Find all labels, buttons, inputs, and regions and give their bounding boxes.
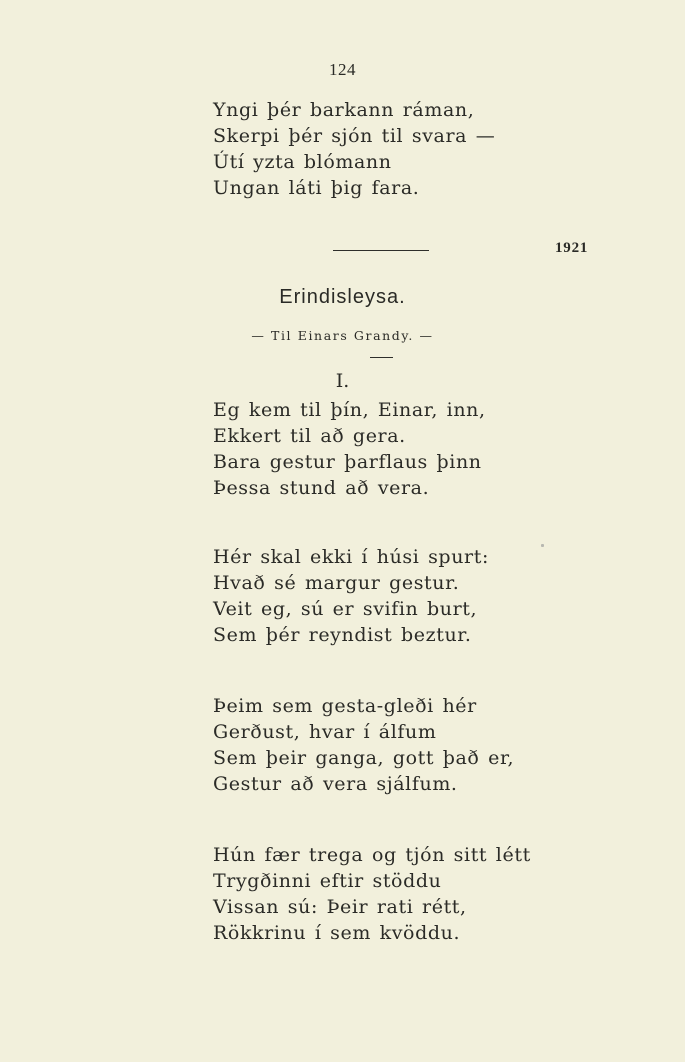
- section-divider-rule: [333, 250, 429, 251]
- verse-line: Ekkert til að gera.: [213, 425, 406, 447]
- page-number: 124: [329, 60, 356, 79]
- poem-year: 1921: [555, 240, 589, 256]
- paper-speck: [541, 544, 544, 547]
- verse-line: Yngi þér barkann ráman,: [213, 99, 475, 121]
- poem-title: Erindisleysa.: [279, 286, 406, 308]
- verse-line: Rökkrinu í sem kvöddu.: [213, 922, 461, 944]
- verse-line: Vissan sú: Þeir rati rétt,: [213, 896, 467, 918]
- verse-line: Gestur að vera sjálfum.: [213, 773, 458, 795]
- short-divider-rule: [370, 357, 393, 358]
- verse-line: Skerpi þér sjón til svara —: [213, 125, 496, 147]
- stanza-3: [213, 693, 514, 797]
- verse-line: Hún fær trega og tjón sitt létt: [213, 844, 531, 866]
- stanza-1: [213, 397, 486, 501]
- verse-line: Trygðinni eftir stöddu: [213, 870, 442, 892]
- verse-line: Útí yzta blómann: [213, 151, 392, 173]
- verse-line: Sem þér reyndist beztur.: [213, 624, 472, 646]
- verse-line: Eg kem til þín, Einar, inn,: [213, 399, 486, 421]
- stanza-2: [213, 544, 489, 648]
- previous-poem-final-stanza: [213, 97, 495, 201]
- verse-line: Hér skal ekki í húsi spurt:: [213, 546, 489, 568]
- section-numeral: I.: [335, 370, 350, 392]
- verse-line: Hvað sé margur gestur.: [213, 572, 460, 594]
- verse-line: Ungan láti þig fara.: [213, 177, 420, 199]
- verse-line: Bara gestur þarflaus þinn: [213, 451, 482, 473]
- verse-line: Veit eg, sú er svifin burt,: [213, 598, 478, 620]
- verse-line: Þessa stund að vera.: [213, 477, 430, 499]
- verse-line: Sem þeir ganga, gott það er,: [213, 747, 515, 769]
- poem-dedication: — Til Einars Grandy. —: [251, 328, 434, 343]
- verse-line: Þeim sem gesta-gleði hér: [213, 695, 477, 717]
- stanza-4: [213, 842, 531, 946]
- verse-line: Gerðust, hvar í álfum: [213, 721, 437, 743]
